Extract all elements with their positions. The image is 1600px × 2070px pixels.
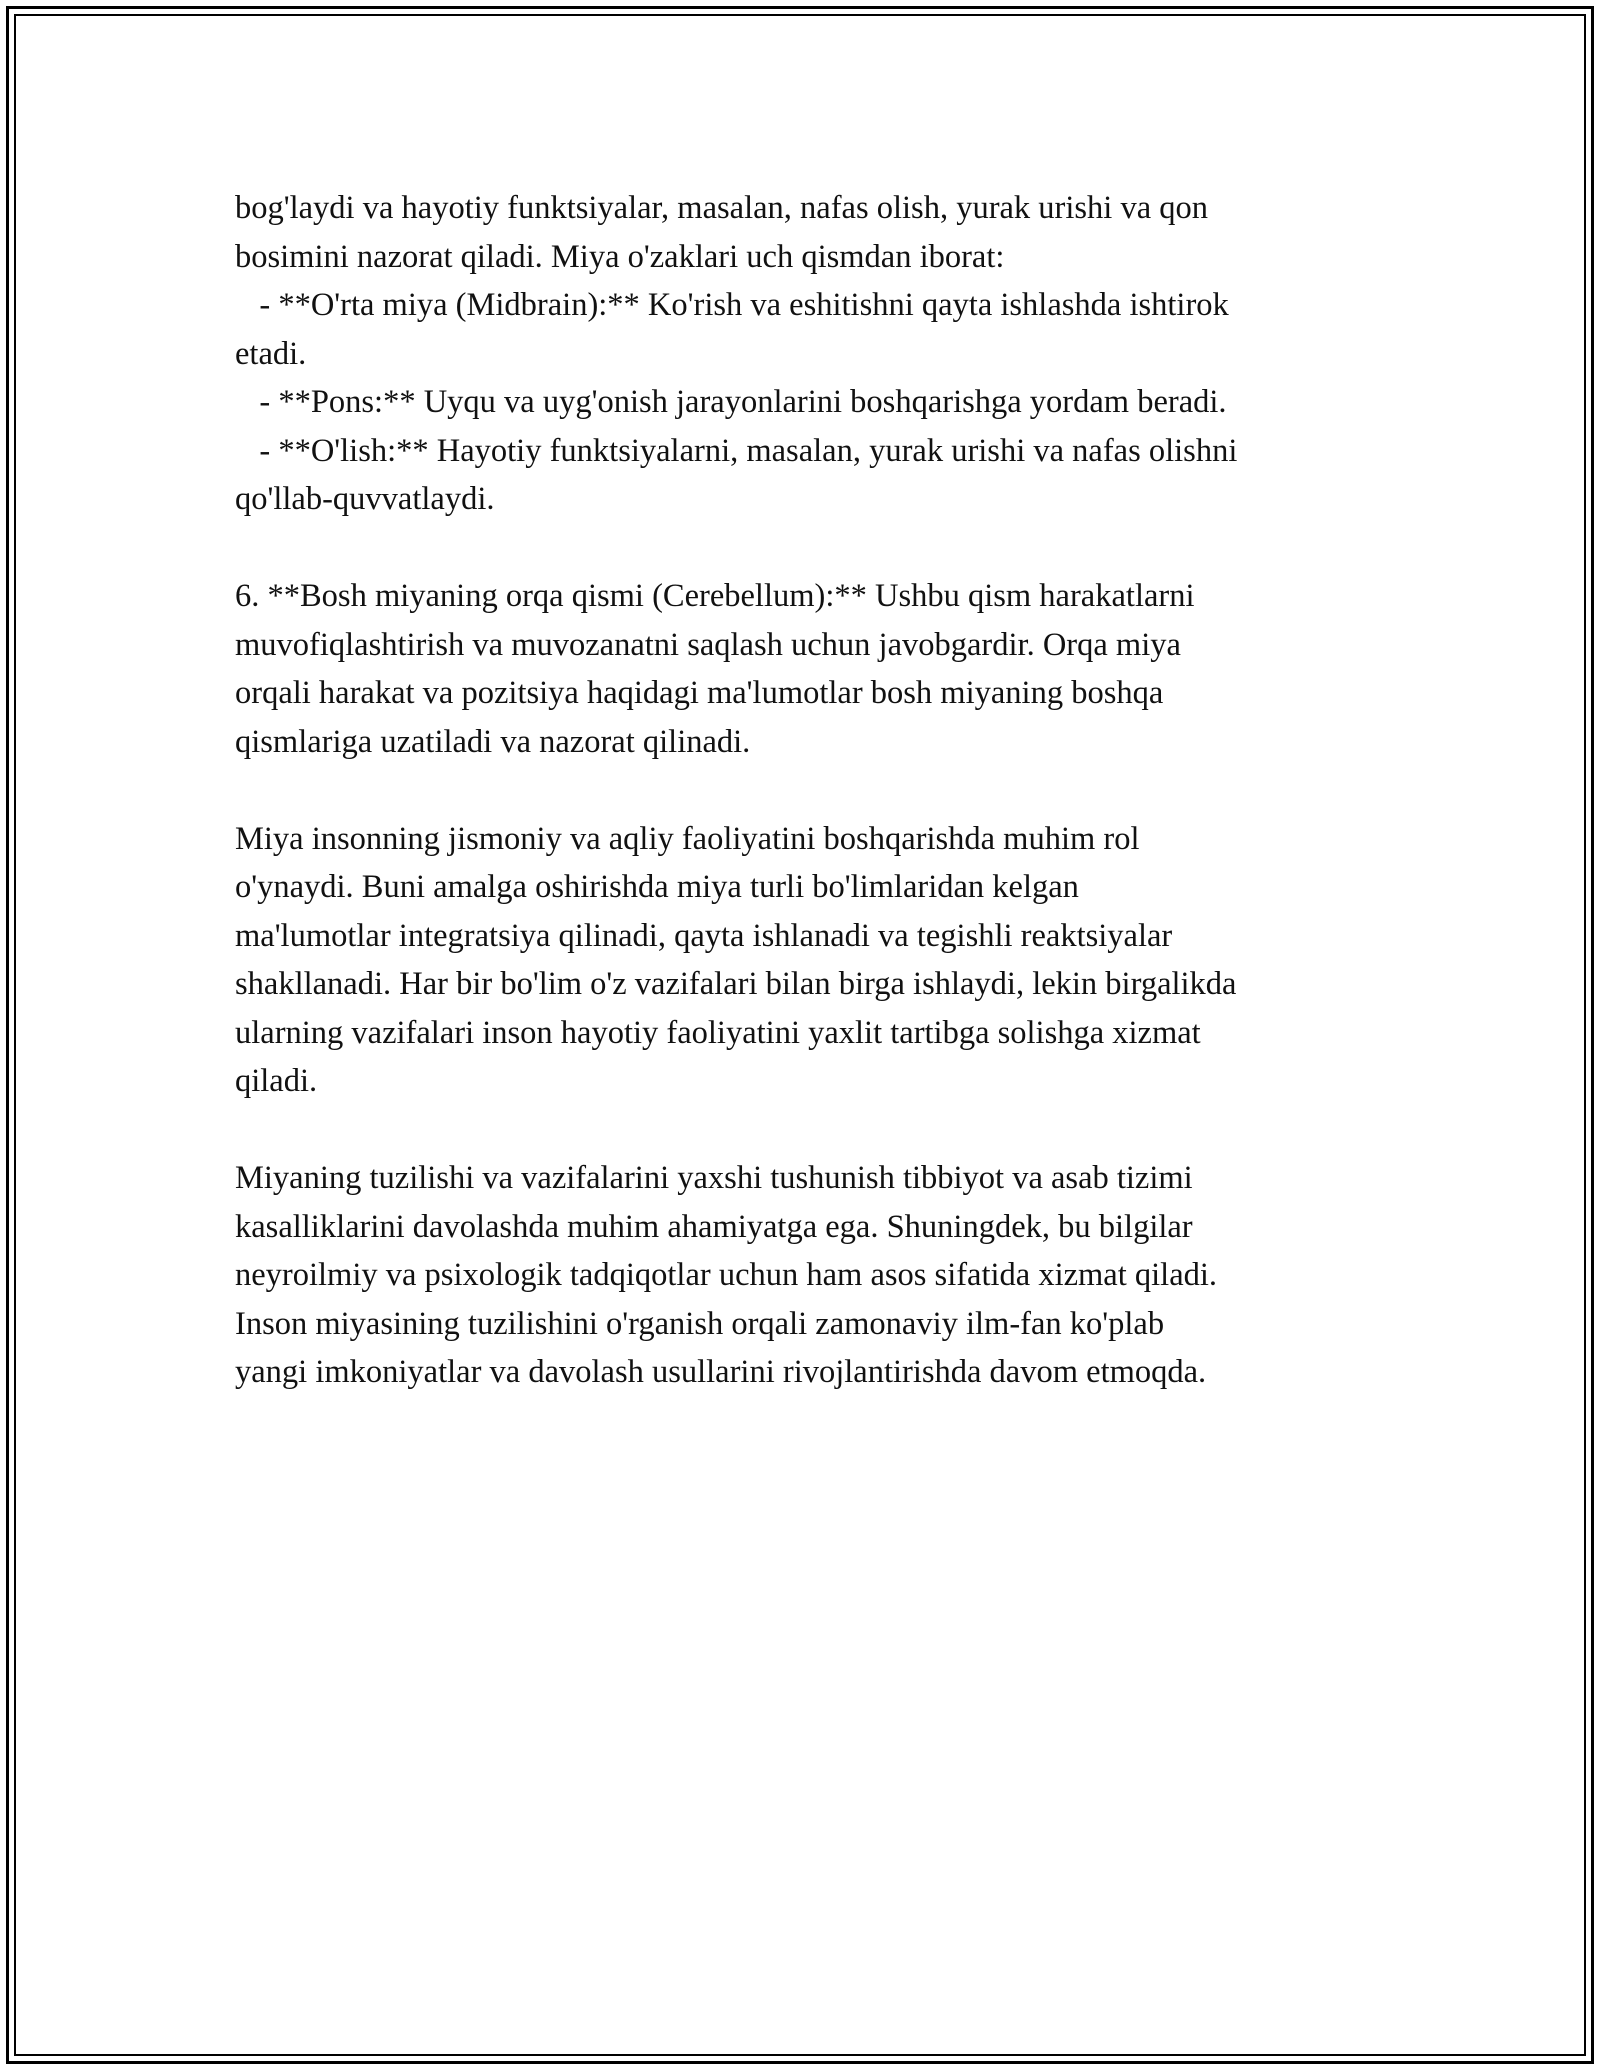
paragraph-brainstem-parts: bog'laydi va hayotiy funktsiyalar, masalan, nafas olish, yurak urishi va qon bosimini nazorat qiladi. Miya o'zaklari uch qismdan iborat: - **O'rta miya (Midbrain):** Ko'rish va eshitishni qayta ishlashda ishtirok etadi. - **Pons:** Uyqu va uyg'onish jarayonlarini boshqarishga yordam beradi. - **O'lish:** Hayotiy funktsiyalarni, masalan, yurak urishi va nafas olishni qo'llab-quvvatlaydi. xyxy=(235,190,1238,517)
paragraph-conclusion: Miyaning tuzilishi va vazifalarini yaxshi tushunish tibbiyot va asab tizimi kasalliklarini davolashda muhim ahamiyatga ega. Shuningdek, bu bilgilar neyroilmiy va psixologik tadqiqotlar uchun ham asos sifatida xizmat qiladi. Inson miyasining tuzilishini o'rganish orqali zamonaviy ilm-fan ko'plab yangi imkoniyatlar va davolash usullarini rivojlantirishda davom etmoqda. xyxy=(235,1160,1218,1390)
paragraph-cerebellum: 6. **Bosh miyaning orqa qismi (Cerebellum):** Ushbu qism harakatlarni muvofiqlashtirish va muvozanatni saqlash uchun javobgardir. Orqa miya orqali harakat va pozitsiya haqidagi ma'lumotlar bosh miyaning boshqa qismlariga uzatiladi va nazorat qilinadi. xyxy=(235,578,1195,760)
paragraph-spacer xyxy=(235,766,1385,815)
paragraph-spacer xyxy=(235,524,1385,573)
paragraph-brain-role: Miya insonning jismoniy va aqliy faoliyatini boshqarishda muhim rol o'ynaydi. Buni amalga oshirishda miya turli bo'limlaridan kelgan ma'lumotlar integratsiya qilinadi, qayta ishlanadi va tegishli reaktsiyalar shakllanadi. Har bir bo'lim o'z vazifalari bilan birga ishlaydi, lekin birgalikda ularning vazifalari inson hayotiy faoliyatini yaxlit tartibga solishga xizmat qiladi. xyxy=(235,820,1237,1099)
document-body xyxy=(235,184,1385,1397)
paragraph-spacer xyxy=(235,1106,1385,1155)
